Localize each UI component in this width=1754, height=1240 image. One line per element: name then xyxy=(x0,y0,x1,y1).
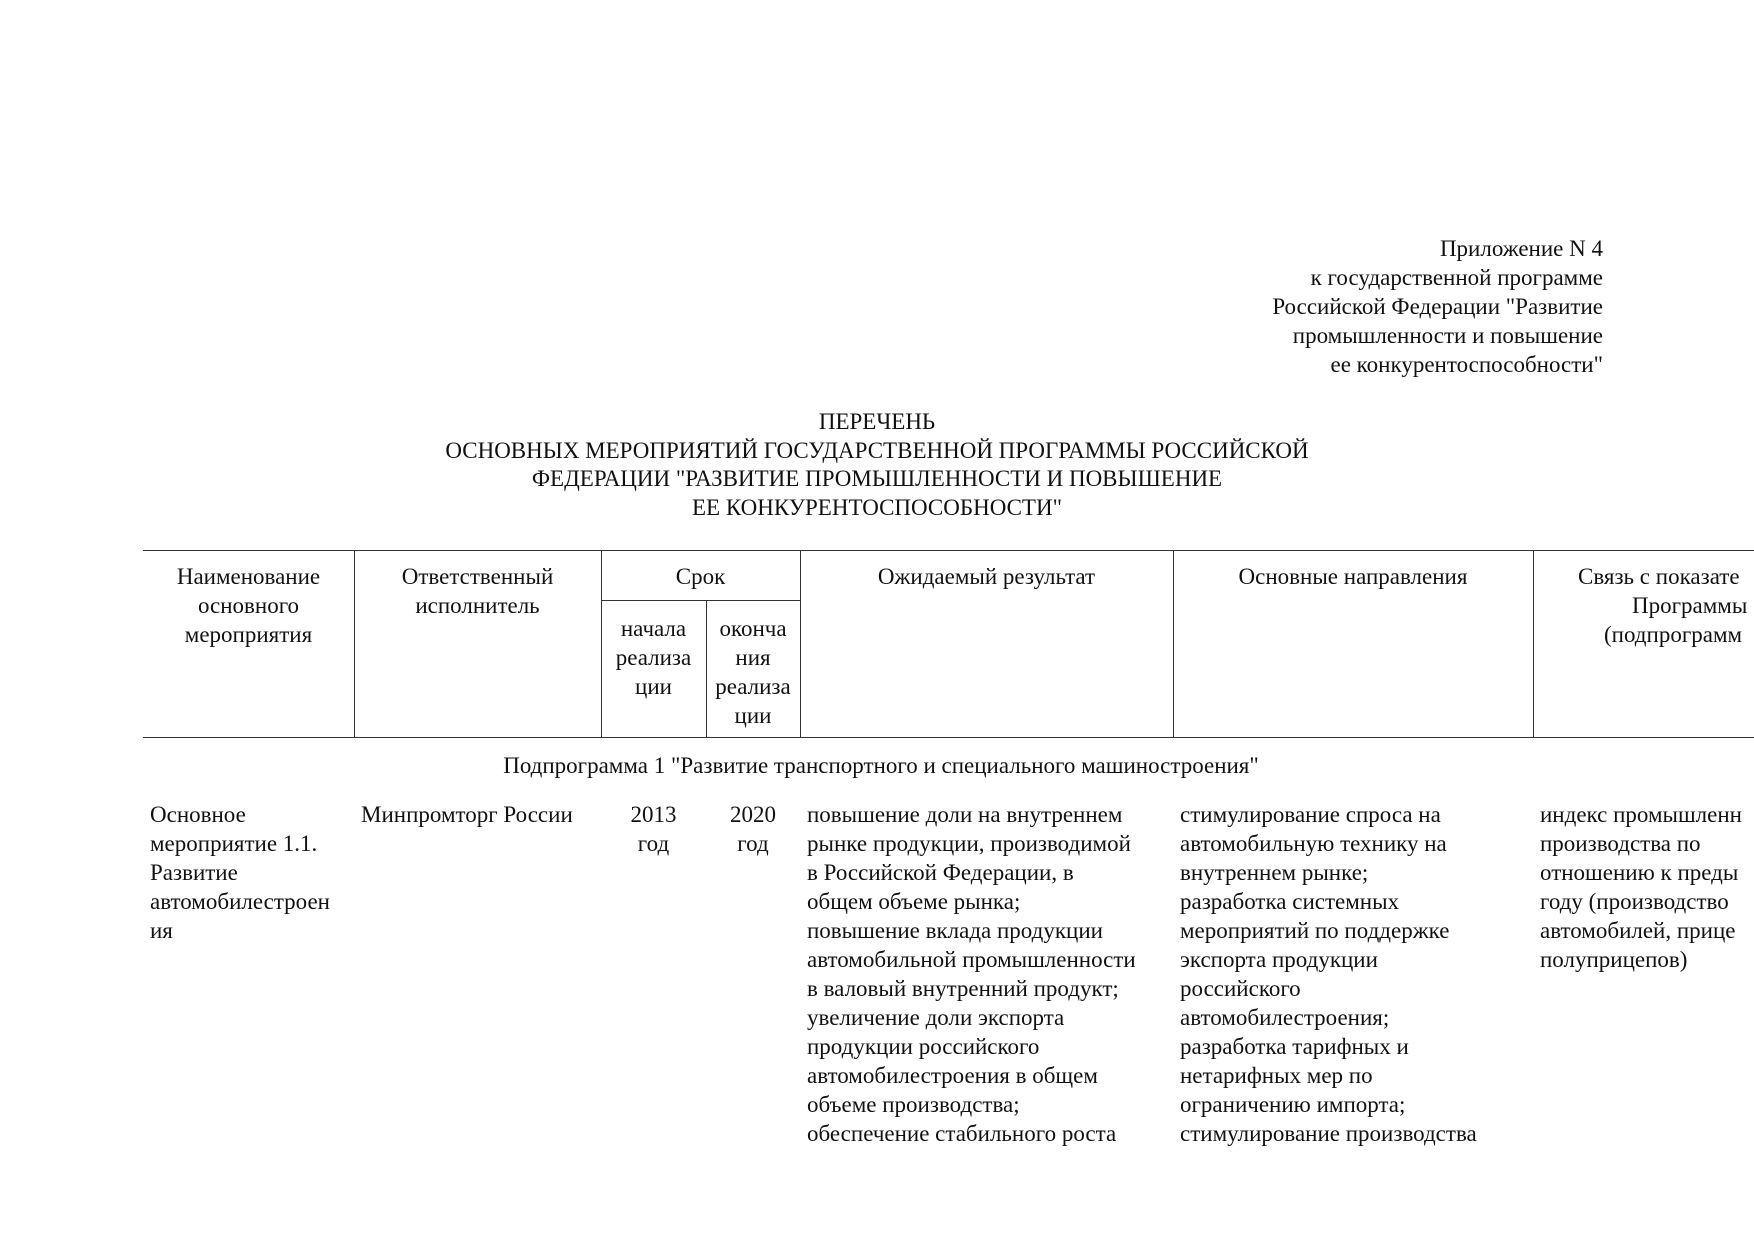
cell-text: российского xyxy=(1180,976,1301,1001)
annex-line: ее конкурентоспособности" xyxy=(1330,352,1603,377)
header-name xyxy=(143,562,354,649)
row-result xyxy=(807,800,1173,1148)
header-text: Связь с показате xyxy=(1578,564,1740,589)
annex-line: Приложение N 4 xyxy=(1439,236,1603,261)
cell-text: год xyxy=(737,831,769,856)
cell-text: общем объеме рынка; xyxy=(807,889,1021,914)
header-text: начала xyxy=(620,616,687,641)
cell-text: автомобилестроения в общем xyxy=(807,1063,1098,1088)
cell-text: автомобильную технику на xyxy=(1180,831,1447,856)
title-line: ФЕДЕРАЦИИ "РАЗВИТИЕ ПРОМЫШЛЕННОСТИ И ПОВЫШЕНИЕ xyxy=(531,466,1223,491)
cell-text: год xyxy=(637,831,670,856)
cell-text: автомобилестроения; xyxy=(1180,1005,1390,1030)
cell-text: обеспечение стабильного роста xyxy=(807,1121,1117,1146)
cell-text: мероприятие 1.1. xyxy=(150,831,318,856)
cell-text: Развитие xyxy=(150,860,238,885)
cell-text: разработка тарифных и xyxy=(1180,1034,1409,1059)
annex-line: промышленности и повышение xyxy=(1292,323,1603,348)
cell-text: экспорта продукции xyxy=(1180,947,1378,972)
row-link xyxy=(1540,800,1754,974)
cell-text: автомобилестроен xyxy=(150,889,330,914)
cell-text: рынке продукции, производимой xyxy=(807,831,1131,856)
cell-text: автомобилей, прице xyxy=(1540,918,1736,943)
subprogram-heading xyxy=(143,751,1619,780)
annex-line: к государственной программе xyxy=(1310,265,1603,290)
cell-text: индекс промышленн xyxy=(1540,802,1742,827)
header-text: Срок xyxy=(675,564,726,589)
cell-text: увеличение доли экспорта xyxy=(807,1005,1065,1030)
cell-text: Минпромторг России xyxy=(361,802,573,827)
header-term xyxy=(601,562,800,591)
row-directions xyxy=(1180,800,1533,1148)
cell-text: в Российской Федерации, в xyxy=(807,860,1074,885)
cell-text: производства по xyxy=(1540,831,1701,856)
term-divider xyxy=(601,600,800,601)
cell-text: повышение вклада продукции xyxy=(807,918,1103,943)
header-result xyxy=(800,562,1173,591)
table-top-border xyxy=(143,550,1754,551)
cell-text: 2020 xyxy=(730,802,776,827)
header-text: Основные направления xyxy=(1238,564,1468,589)
cell-text: внутреннем рынке; xyxy=(1180,860,1369,885)
header-text: Наименование xyxy=(176,564,321,589)
header-text: Программы xyxy=(1632,593,1748,618)
title-line: ОСНОВНЫХ МЕРОПРИЯТИЙ ГОСУДАРСТВЕННОЙ ПРОГРАММЫ РОССИЙСКОЙ xyxy=(445,437,1309,463)
annex-line: Российской Федерации "Развитие xyxy=(1272,294,1603,319)
annex-reference xyxy=(1272,234,1603,379)
header-text: оконча xyxy=(719,616,787,641)
header-text: ции xyxy=(635,674,672,699)
cell-text: нетарифных мер по xyxy=(1180,1063,1373,1088)
header-directions xyxy=(1173,562,1533,591)
header-term-end xyxy=(706,614,800,730)
row-executor xyxy=(361,800,601,829)
cell-text: мероприятий по поддержке xyxy=(1180,918,1450,943)
cell-text: отношению к преды xyxy=(1540,860,1739,885)
row-end xyxy=(706,800,800,858)
title-line: ЕЕ КОНКУРЕНТОСПОСОБНОСТИ" xyxy=(692,494,1062,520)
cell-text: повышение доли на внутреннем xyxy=(807,802,1123,827)
cell-text: году (производство xyxy=(1540,889,1729,914)
cell-text: объеме производства; xyxy=(807,1092,1020,1117)
header-text: Ответственный xyxy=(401,564,554,589)
cell-text: Основное xyxy=(150,802,246,827)
header-executor xyxy=(354,562,601,620)
cell-text: ограничению импорта; xyxy=(1180,1092,1406,1117)
cell-text: продукции российского xyxy=(807,1034,1040,1059)
cell-text: автомобильной промышленности xyxy=(807,947,1136,972)
header-text: реализа xyxy=(715,674,791,699)
row-start xyxy=(601,800,706,858)
column-divider xyxy=(1533,550,1534,737)
title-line: ПЕРЕЧЕНЬ xyxy=(818,409,936,434)
header-text: мероприятия xyxy=(184,622,313,647)
cell-text: в валовый внутренний продукт; xyxy=(807,976,1119,1001)
header-text: основного xyxy=(197,593,300,618)
header-link xyxy=(1578,562,1754,649)
cell-text: стимулирование производства xyxy=(1180,1121,1477,1146)
cell-text: стимулирование спроса на xyxy=(1180,802,1441,827)
header-text: исполнитель xyxy=(415,593,540,618)
cell-text: 2013 xyxy=(630,802,677,827)
header-bottom-border xyxy=(143,737,1754,738)
document-title xyxy=(0,408,1754,522)
header-term-start xyxy=(601,614,706,701)
header-text: Ожидаемый результат xyxy=(877,564,1096,589)
cell-text: ия xyxy=(150,918,173,943)
header-text: ния xyxy=(735,645,771,670)
subprogram-title: Подпрограмма 1 "Развитие транспортного и специального машиностроения" xyxy=(503,753,1259,778)
header-text: ции xyxy=(734,703,772,728)
cell-text: полуприцепов) xyxy=(1540,947,1688,972)
cell-text: разработка системных xyxy=(1180,889,1400,914)
header-text: (подпрограмм xyxy=(1604,622,1743,647)
row-name xyxy=(150,800,354,945)
header-text: реализа xyxy=(615,645,692,670)
